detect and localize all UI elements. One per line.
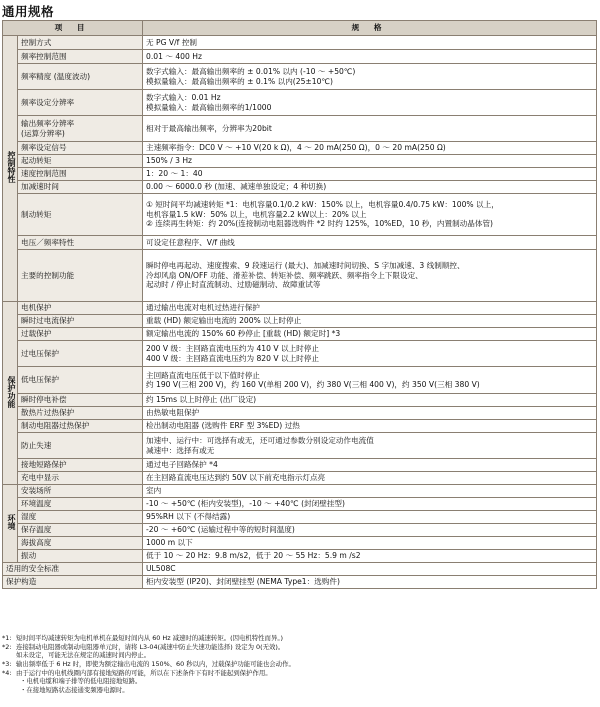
spec-value-line: 减速中：选择有或无 bbox=[146, 445, 215, 455]
table-row bbox=[3, 524, 597, 537]
spec-value-line: 电机容量1.5 kW：50% 以上，电机容量2.2 kW以上：20% 以上 bbox=[146, 209, 367, 219]
spec-item-label bbox=[18, 537, 143, 550]
table-row bbox=[3, 394, 597, 407]
spec-value bbox=[143, 90, 597, 116]
spec-value bbox=[143, 250, 597, 302]
spec-value bbox=[143, 341, 597, 367]
spec-value-line: 通过电子回路保护 *4 bbox=[146, 460, 218, 470]
spec-value-line: -20 ～ +60℃ (运输过程中等的短时间温度) bbox=[146, 525, 295, 535]
spec-value bbox=[143, 498, 597, 511]
spec-item-text: 保护构造 bbox=[6, 577, 37, 587]
footnote-text: 短时间平均减速转矩为电机单机在最短时间内从 60 Hz 减速时的减速转矩。(因电机特性而异。) bbox=[16, 634, 284, 642]
footnote-text: ・在接地短路状态接通变频器电源时。 bbox=[20, 685, 129, 694]
footnote-key: *4: bbox=[2, 668, 12, 677]
spec-value bbox=[143, 537, 597, 550]
table-row bbox=[3, 90, 597, 116]
spec-item-text: 防止失速 bbox=[21, 440, 52, 450]
table-row bbox=[3, 168, 597, 181]
spec-item-label bbox=[18, 181, 143, 194]
spec-value bbox=[143, 155, 597, 168]
spec-value bbox=[143, 563, 597, 576]
spec-value-line: 模拟量输入：最高输出频率的1/1000 bbox=[146, 102, 272, 112]
spec-item-text: 制动转矩 bbox=[21, 209, 52, 219]
table-row bbox=[3, 537, 597, 550]
spec-item-text: 制动电阻器过热保护 bbox=[21, 421, 90, 431]
spec-value-line: 相对于最高输出频率，分辨率为20bit bbox=[146, 123, 272, 133]
spec-value-line: 0.00 ～ 6000.0 秒 (加速、减速单独设定；4 种切换) bbox=[146, 182, 327, 192]
table-row bbox=[3, 64, 597, 90]
header-spec: 规 格 bbox=[143, 21, 597, 36]
spec-value bbox=[143, 50, 597, 64]
spec-value bbox=[143, 315, 597, 328]
spec-value-line: 额定输出电流的 150% 60 秒停止 [重载 (HD) 额定时] *3 bbox=[146, 329, 341, 339]
spec-item-text: 频率设定信号 bbox=[21, 143, 67, 153]
spec-item-text: 湿度 bbox=[21, 512, 37, 522]
spec-item-label bbox=[18, 498, 143, 511]
table-row bbox=[3, 433, 597, 459]
spec-value bbox=[143, 407, 597, 420]
spec-value-line: 数字式输入：最高输出频率的 ± 0.01% 以内 (-10 ～ +50℃) bbox=[146, 67, 356, 77]
category-label bbox=[3, 302, 18, 485]
spec-item-text: 主要的控制功能 bbox=[21, 270, 75, 280]
spec-item-text: 频率设定分辨率 bbox=[21, 97, 75, 107]
spec-item-label bbox=[3, 576, 143, 589]
spec-item-text: 适用的安全标准 bbox=[6, 564, 60, 574]
table-row bbox=[3, 236, 597, 250]
spec-item-label bbox=[18, 36, 143, 50]
spec-value bbox=[143, 302, 597, 315]
spec-value bbox=[143, 236, 597, 250]
table-row bbox=[3, 36, 597, 50]
footnote-key: *2: bbox=[2, 642, 12, 651]
spec-value bbox=[143, 168, 597, 181]
spec-item-label bbox=[18, 155, 143, 168]
footnote-key: *1: bbox=[2, 634, 12, 642]
spec-value bbox=[143, 524, 597, 537]
spec-value-line: 加速中、运行中：可选择有或无，还可通过参数分别设定动作电流值 bbox=[146, 436, 374, 446]
table-row bbox=[3, 142, 597, 155]
table-row bbox=[3, 550, 597, 563]
spec-value bbox=[143, 367, 597, 394]
footnote bbox=[2, 669, 597, 678]
spec-item-text: 频率精度 (温度波动) bbox=[21, 71, 91, 81]
table-row bbox=[3, 576, 597, 589]
category-text: 环境 bbox=[7, 514, 16, 531]
footnote-key: *3: bbox=[2, 659, 12, 668]
spec-item-text: 频率控制范围 bbox=[21, 51, 67, 61]
footnote-text: 连接制动电阻器或制动电阻器单元时，请将 L3-04(减速中防止失速功能选择) 设定为 0(无效)。 bbox=[16, 642, 285, 651]
spec-value bbox=[143, 181, 597, 194]
spec-item-label bbox=[3, 563, 143, 576]
table-row bbox=[3, 155, 597, 168]
footnote-key bbox=[2, 651, 16, 660]
spec-value-line: 在主回路直流电压达到约 50V 以下前充电指示灯点亮 bbox=[146, 473, 326, 483]
spec-value-line: 冷却风扇 ON/OFF 功能、滑差补偿、转矩补偿、频率跳跃、频率指令上下限设定、 bbox=[146, 270, 423, 280]
spec-item-text: 过载保护 bbox=[21, 329, 52, 339]
spec-value-line: ① 短时间平均减速转矩 *1：电机容量0.1/0.2 kW：150% 以上，电机容量0.4/0.75 kW：100% 以上， bbox=[146, 200, 499, 210]
spec-table bbox=[2, 20, 597, 589]
spec-item-label bbox=[18, 472, 143, 485]
spec-item-text: 加减速时间 bbox=[21, 182, 59, 192]
spec-item-label bbox=[18, 194, 143, 236]
spec-value bbox=[143, 433, 597, 459]
table-row bbox=[3, 250, 597, 302]
spec-value bbox=[143, 472, 597, 485]
spec-item-label bbox=[18, 250, 143, 302]
spec-item-text: 电压／频率特性 bbox=[21, 237, 75, 247]
spec-item-label bbox=[18, 524, 143, 537]
spec-value-line: 重载 (HD) 额定输出电流的 200% 以上时停止 bbox=[146, 316, 302, 326]
table-row bbox=[3, 367, 597, 394]
spec-item-text: 保存温度 bbox=[21, 525, 52, 535]
spec-value-line: 150% / 3 Hz bbox=[146, 156, 193, 166]
footnote bbox=[2, 643, 597, 652]
spec-item-text: 瞬时停电补偿 bbox=[21, 395, 67, 405]
spec-item-label bbox=[18, 394, 143, 407]
table-row bbox=[3, 563, 597, 576]
spec-value-line: 95%RH 以下 (不得结露) bbox=[146, 512, 231, 522]
spec-item-text: 速度控制范围 bbox=[21, 169, 67, 179]
spec-item-label bbox=[18, 315, 143, 328]
spec-item-text: 电机保护 bbox=[21, 303, 52, 313]
spec-body bbox=[3, 36, 597, 589]
table-row bbox=[3, 498, 597, 511]
spec-item-text: 充电中显示 bbox=[21, 473, 59, 483]
spec-value-line: 可设定任意程序、V/f 曲线 bbox=[146, 237, 235, 247]
spec-value bbox=[143, 36, 597, 50]
category-label bbox=[3, 485, 18, 563]
spec-item-label bbox=[18, 407, 143, 420]
spec-item-text: (运算分辨率) bbox=[21, 128, 65, 138]
spec-item-text: 过电压保护 bbox=[21, 348, 59, 358]
spec-item-label bbox=[18, 116, 143, 142]
spec-value-line: 通过输出电流对电机过热进行保护 bbox=[146, 303, 260, 313]
spec-value-line: 低于 10 ～ 20 Hz：9.8 m/s2，低于 20 ～ 55 Hz：5.9 m /s2 bbox=[146, 551, 361, 561]
footnote-text: 如未设定，可能无法在规定的减速时间内停止。 bbox=[16, 651, 151, 660]
spec-item-label bbox=[18, 328, 143, 341]
spec-item-text: 安装场所 bbox=[21, 486, 52, 496]
spec-item-text: 控制方式 bbox=[21, 37, 52, 47]
spec-item-label bbox=[18, 367, 143, 394]
spec-value-line: 无 PG V/f 控制 bbox=[146, 37, 197, 47]
spec-value-line: 主速频率指令：DC0 V ～ +10 V(20 k Ω)，4 ～ 20 mA(250 Ω)，0 ～ 20 mA(250 Ω) bbox=[146, 143, 446, 153]
spec-value-line: 室内 bbox=[146, 486, 162, 496]
spec-value bbox=[143, 576, 597, 589]
header-item: 项 目 bbox=[3, 21, 143, 36]
spec-item-text: 散热片过热保护 bbox=[21, 408, 75, 418]
table-row bbox=[3, 407, 597, 420]
spec-value-line: 约 190 V(三相 200 V)，约 160 V(单相 200 V)，约 380 V(三相 400 V)，约 350 V(三相 380 V) bbox=[146, 380, 480, 389]
category-label bbox=[3, 36, 18, 302]
spec-value-line: 400 V 级：主回路直流电压约为 820 V 以上时停止 bbox=[146, 353, 319, 363]
spec-item-label bbox=[18, 485, 143, 498]
spec-value-line: 数字式输入：0.01 Hz bbox=[146, 93, 221, 103]
spec-value bbox=[143, 394, 597, 407]
spec-item-label bbox=[18, 341, 143, 367]
spec-value bbox=[143, 116, 597, 142]
footnote-text: 由于运行中的电机线圈内部有接地短路的可能，所以在下述条件下有时不能起到保护作用。 bbox=[16, 668, 272, 677]
spec-item-label bbox=[18, 168, 143, 181]
spec-value-line: 约 15ms 以上时停止 (出厂设定) bbox=[146, 395, 257, 405]
table-row bbox=[3, 511, 597, 524]
footnote-text: 输出频率低于 6 Hz 时，即使为额定输出电流的 150%、60 秒以内，过载保护功能可能也会动作。 bbox=[16, 659, 295, 668]
category-text: 保护功能 bbox=[7, 375, 16, 408]
spec-value bbox=[143, 328, 597, 341]
spec-item-text: 低电压保护 bbox=[21, 375, 59, 385]
spec-value bbox=[143, 485, 597, 498]
page-title: 通用规格 bbox=[2, 4, 55, 19]
spec-item-label bbox=[18, 550, 143, 563]
footnote bbox=[2, 634, 597, 643]
table-row bbox=[3, 116, 597, 142]
spec-item-label bbox=[18, 64, 143, 90]
spec-item-label bbox=[18, 142, 143, 155]
table-header-row bbox=[3, 21, 597, 36]
table-row bbox=[3, 485, 597, 498]
spec-value-line: UL508C bbox=[146, 564, 176, 574]
spec-value-line: 由热敏电阻保护 bbox=[146, 408, 200, 418]
spec-value-line: ② 连续再生转矩：约 20%(连接制动电阻器选购件 *2 时约 125%，10%ED，10 秒，内置制动晶体管) bbox=[146, 219, 494, 229]
footnote-text: ・电机电缆和端子排等的低电阻接地短路。 bbox=[20, 677, 142, 686]
table-row bbox=[3, 302, 597, 315]
spec-item-label bbox=[18, 459, 143, 472]
table-row bbox=[3, 459, 597, 472]
table-row bbox=[3, 315, 597, 328]
table-row bbox=[3, 194, 597, 236]
spec-item-label bbox=[18, 420, 143, 433]
table-row bbox=[3, 420, 597, 433]
spec-value bbox=[143, 64, 597, 90]
table-row bbox=[3, 472, 597, 485]
spec-item-text: 接地短路保护 bbox=[21, 460, 67, 470]
spec-value-line: -10 ～ +50℃ (柜内安装型)，-10 ～ +40℃ (封闭壁挂型) bbox=[146, 499, 345, 509]
spec-value bbox=[143, 194, 597, 236]
spec-value-line: 检出制动电阻器 (选购件 ERF 型 3%ED) 过热 bbox=[146, 421, 300, 431]
spec-item-label bbox=[18, 433, 143, 459]
footnote bbox=[2, 660, 597, 669]
footnote bbox=[2, 651, 597, 660]
spec-value bbox=[143, 459, 597, 472]
footnote-key bbox=[2, 677, 16, 686]
spec-value bbox=[143, 550, 597, 563]
spec-value-line: 柜内安装型 (IP20)、封闭壁挂型 (NEMA Type1：选购件) bbox=[146, 577, 340, 587]
footnote-key bbox=[2, 686, 16, 695]
spec-value-line: 200 V 级：主回路直流电压约为 410 V 以上时停止 bbox=[146, 344, 319, 354]
table-row bbox=[3, 181, 597, 194]
spec-item-text: 瞬时过电流保护 bbox=[21, 316, 75, 326]
spec-value bbox=[143, 511, 597, 524]
category-text: 控制特性 bbox=[7, 151, 16, 184]
spec-value-line: 主回路直流电压低于以下值时停止 bbox=[146, 370, 260, 380]
footnote bbox=[2, 686, 597, 695]
spec-item-text: 环境温度 bbox=[21, 499, 52, 509]
spec-item-label bbox=[18, 236, 143, 250]
footnotes bbox=[2, 634, 597, 694]
spec-item-label bbox=[18, 511, 143, 524]
spec-value-line: 0.01 ～ 400 Hz bbox=[146, 51, 202, 61]
table-row bbox=[3, 50, 597, 64]
spec-value-line: 起动时 / 停止时直流制动、过励磁制动、故障重试等 bbox=[146, 280, 321, 290]
spec-value bbox=[143, 142, 597, 155]
spec-value-line: 1：20 ～ 1：40 bbox=[146, 169, 203, 179]
footnote bbox=[2, 677, 597, 686]
table-row bbox=[3, 328, 597, 341]
spec-item-label bbox=[18, 302, 143, 315]
spec-value-line: 模拟量输入：最高输出频率的 ± 0.1% 以内(25±10℃) bbox=[146, 76, 333, 86]
spec-item-text: 起动转矩 bbox=[21, 156, 52, 166]
spec-item-label bbox=[18, 50, 143, 64]
table-row bbox=[3, 341, 597, 367]
spec-item-label bbox=[18, 90, 143, 116]
spec-value bbox=[143, 420, 597, 433]
spec-item-text: 振动 bbox=[21, 551, 37, 561]
spec-value-line: 瞬时停电再起动、速度搜索、9 段速运行 (最大)、加减速时间切换、S 字加减速、3 线制顺控、 bbox=[146, 261, 465, 271]
spec-item-text: 海拔高度 bbox=[21, 538, 52, 548]
spec-value-line: 1000 m 以下 bbox=[146, 538, 193, 548]
spec-item-text: 输出频率分辨率 bbox=[21, 119, 75, 129]
